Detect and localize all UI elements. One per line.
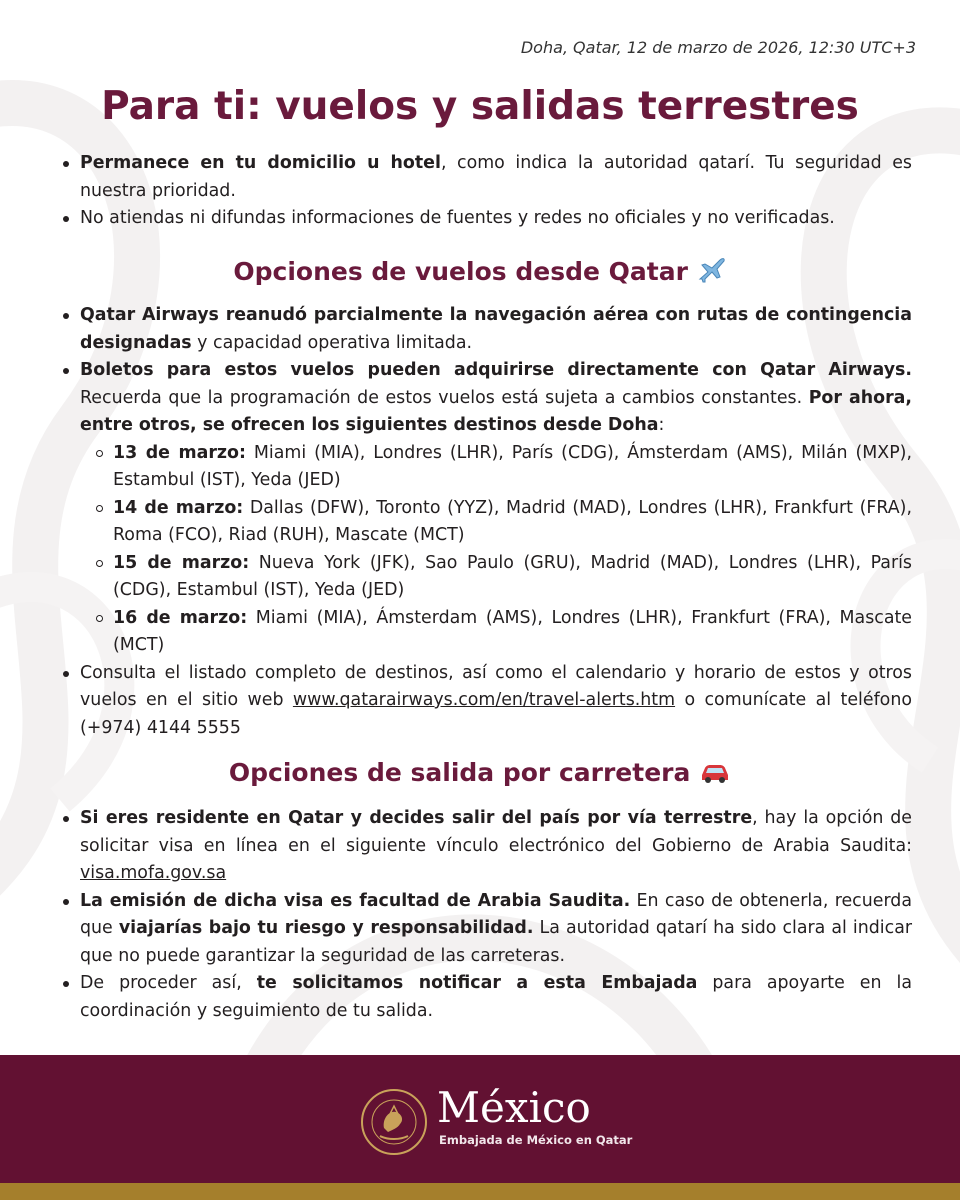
national-seal-icon	[360, 1088, 428, 1156]
flights-list	[62, 302, 912, 742]
road-list	[62, 805, 912, 1025]
list-item: 14 de marzo: Dallas (DFW), Toronto (YYZ), Madrid (MAD), Londres (LHR), Frankfurt (FRA), Roma (FCO), Riad (RUH), Mascate (MCT)	[80, 495, 912, 550]
list-item: 15 de marzo: Nueva York (JFK), Sao Paulo (GRU), Madrid (MAD), Londres (LHR), París (CDG), Estambul (IST), Yeda (JED)	[80, 550, 912, 605]
destinations-list	[80, 440, 912, 660]
list-item: No atiendas ni difundas informaciones de fuentes y redes no oficiales y no verificadas.	[62, 205, 912, 233]
page-title: Para ti: vuelos y salidas terrestres	[101, 84, 859, 129]
list-item: Si eres residente en Qatar y decides salir del país por vía terrestre, hay la opción de solicitar visa en línea en el siguiente vínculo electrónico del Gobierno de Arabia Saudita: visa.mofa.gov.sa	[62, 805, 912, 888]
dateline: Doha, Qatar, 12 de marzo de 2026, 12:30 UTC+3	[520, 38, 916, 57]
list-item: Boletos para estos vuelos pueden adquirirse directamente con Qatar Airways. Recuerda que la programación de estos vuelos está sujeta a cambios constantes. Por ahora, entre otros, se ofrecen los siguientes destinos desde Doha: 13 de marzo: Miami (MIA), Londres (LHR), París (CDG), Ámsterdam (AMS), Milán (MXP), Estambul (IST), Yeda (JED) 14 de marzo: Dallas (DFW), Toronto (YYZ), Madrid (MAD), Londres (LHR), Frankfurt (FRA), Roma (FCO), Riad (RUH), Mascate (MCT) 15 de marzo: Nueva York (JFK), Sao Paulo (GRU), Madrid (MAD), Londres (LHR), París (CDG), Estambul (IST), Yeda (JED) 16 de marzo: Miami (MIA), Ámsterdam (AMS), Londres (LHR), Frankfurt (FRA), Mascate (MCT)	[62, 357, 912, 660]
footer-gold-strip	[0, 1183, 960, 1200]
list-item: 16 de marzo: Miami (MIA), Ámsterdam (AMS), Londres (LHR), Frankfurt (FRA), Mascate (MCT)	[80, 605, 912, 660]
mexico-logo-text: México	[437, 1083, 591, 1132]
intro-list	[62, 150, 912, 233]
list-item: De proceder así, te solicitamos notificar a esta Embajada para apoyarte en la coordinación y seguimiento de tu salida.	[62, 970, 912, 1025]
car-icon	[699, 760, 731, 784]
list-item: 13 de marzo: Miami (MIA), Londres (LHR), París (CDG), Ámsterdam (AMS), Milán (MXP), Estambul (IST), Yeda (JED)	[80, 440, 912, 495]
road-heading: Opciones de salida por carretera	[0, 758, 960, 787]
visa-link[interactable]: visa.mofa.gov.sa	[80, 863, 227, 883]
qatar-airways-link[interactable]: www.qatarairways.com/en/travel-alerts.htm	[292, 690, 676, 710]
flights-heading: Opciones de vuelos desde Qatar	[0, 255, 960, 286]
list-item: Consulta el listado completo de destinos, así como el calendario y horario de estos y otros vuelos en el sitio web www.qatarairways.com/en/travel-alerts.htm o comunícate al teléfono (+974) 4144 5555	[62, 660, 912, 743]
list-item: Qatar Airways reanudó parcialmente la navegación aérea con rutas de contingencia designadas y capacidad operativa limitada.	[62, 302, 912, 357]
footer	[0, 1055, 960, 1183]
list-item: Permanece en tu domicilio u hotel, como indica la autoridad qatarí. Tu seguridad es nuestra prioridad.	[62, 150, 912, 205]
list-item: La emisión de dicha visa es facultad de Arabia Saudita. En caso de obtenerla, recuerda que viajarías bajo tu riesgo y responsabilidad. La autoridad qatarí ha sido clara al indicar que no puede garantizar la seguridad de las carreteras.	[62, 888, 912, 971]
airplane-icon	[697, 255, 727, 283]
embassy-subtitle: Embajada de México en Qatar	[439, 1133, 633, 1147]
